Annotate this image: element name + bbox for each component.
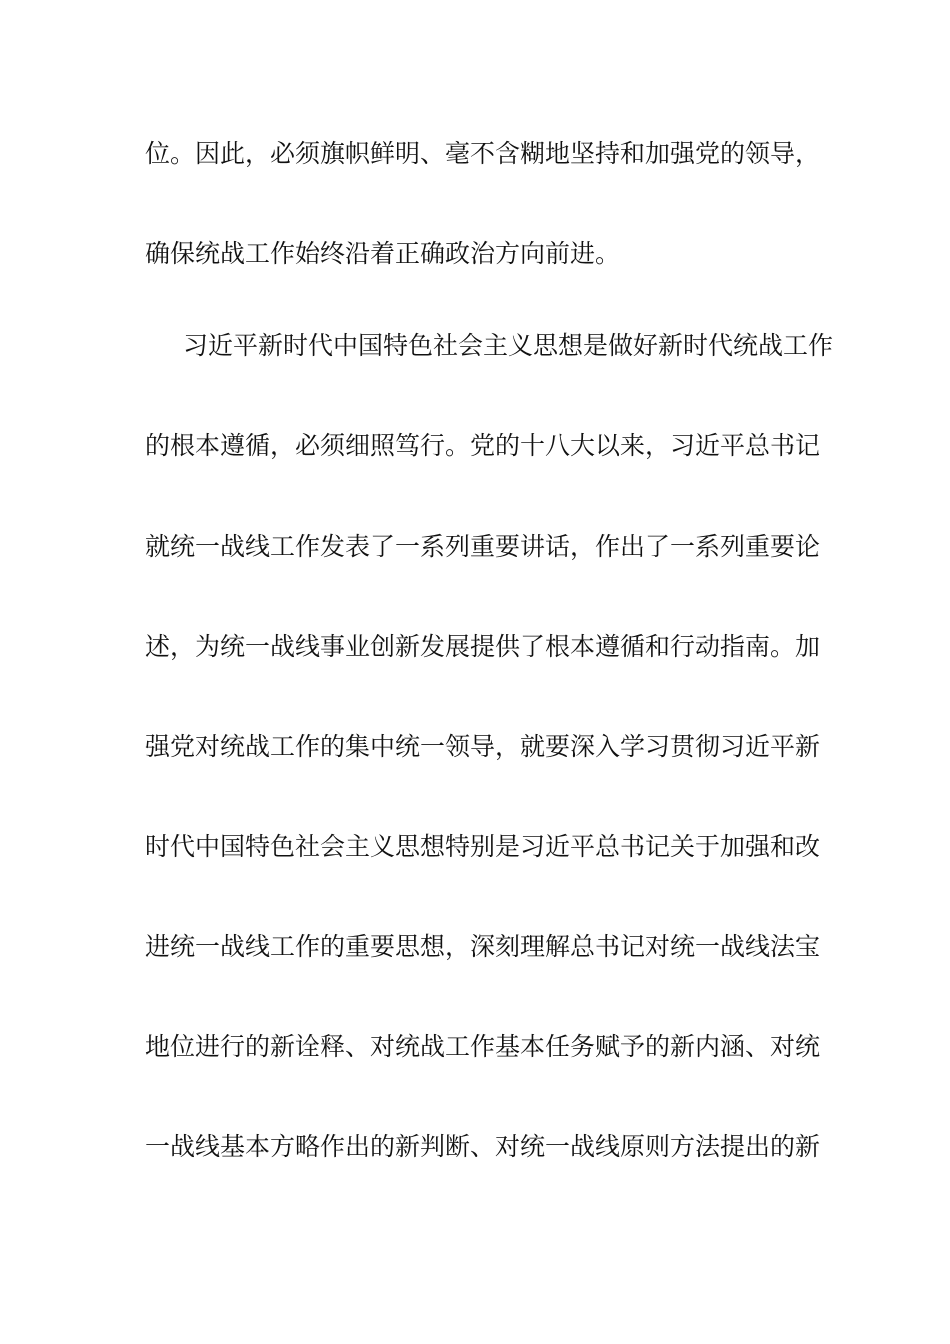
paragraph-line: 的根本遵循，必须细照笃行。党的十八大以来，习近平总书记 (145, 431, 821, 460)
paragraph-first-line: 习近平新时代中国特色社会主义思想是做好新时代统战工作 (183, 331, 834, 360)
paragraph-line: 述，为统一战线事业创新发展提供了根本遵循和行动指南。加 (145, 632, 821, 661)
paragraph-line: 位。因此，必须旗帜鲜明、毫不含糊地坚持和加强党的领导， (145, 139, 821, 168)
paragraph-line: 时代中国特色社会主义思想特别是习近平总书记关于加强和改 (145, 832, 821, 861)
paragraph-line: 地位进行的新诠释、对统战工作基本任务赋予的新内涵、对统 (145, 1032, 821, 1061)
paragraph-line: 就统一战线工作发表了一系列重要讲话，作出了一系列重要论 (145, 532, 821, 561)
paragraph-line: 强党对统战工作的集中统一领导，就要深入学习贯彻习近平新 (145, 732, 821, 761)
paragraph-line: 确保统战工作始终沿着正确政治方向前进。 (145, 239, 621, 268)
paragraph-line: 进统一战线工作的重要思想，深刻理解总书记对统一战线法宝 (145, 932, 821, 961)
paragraph-line: 一战线基本方略作出的新判断、对统一战线原则方法提出的新 (145, 1132, 821, 1161)
